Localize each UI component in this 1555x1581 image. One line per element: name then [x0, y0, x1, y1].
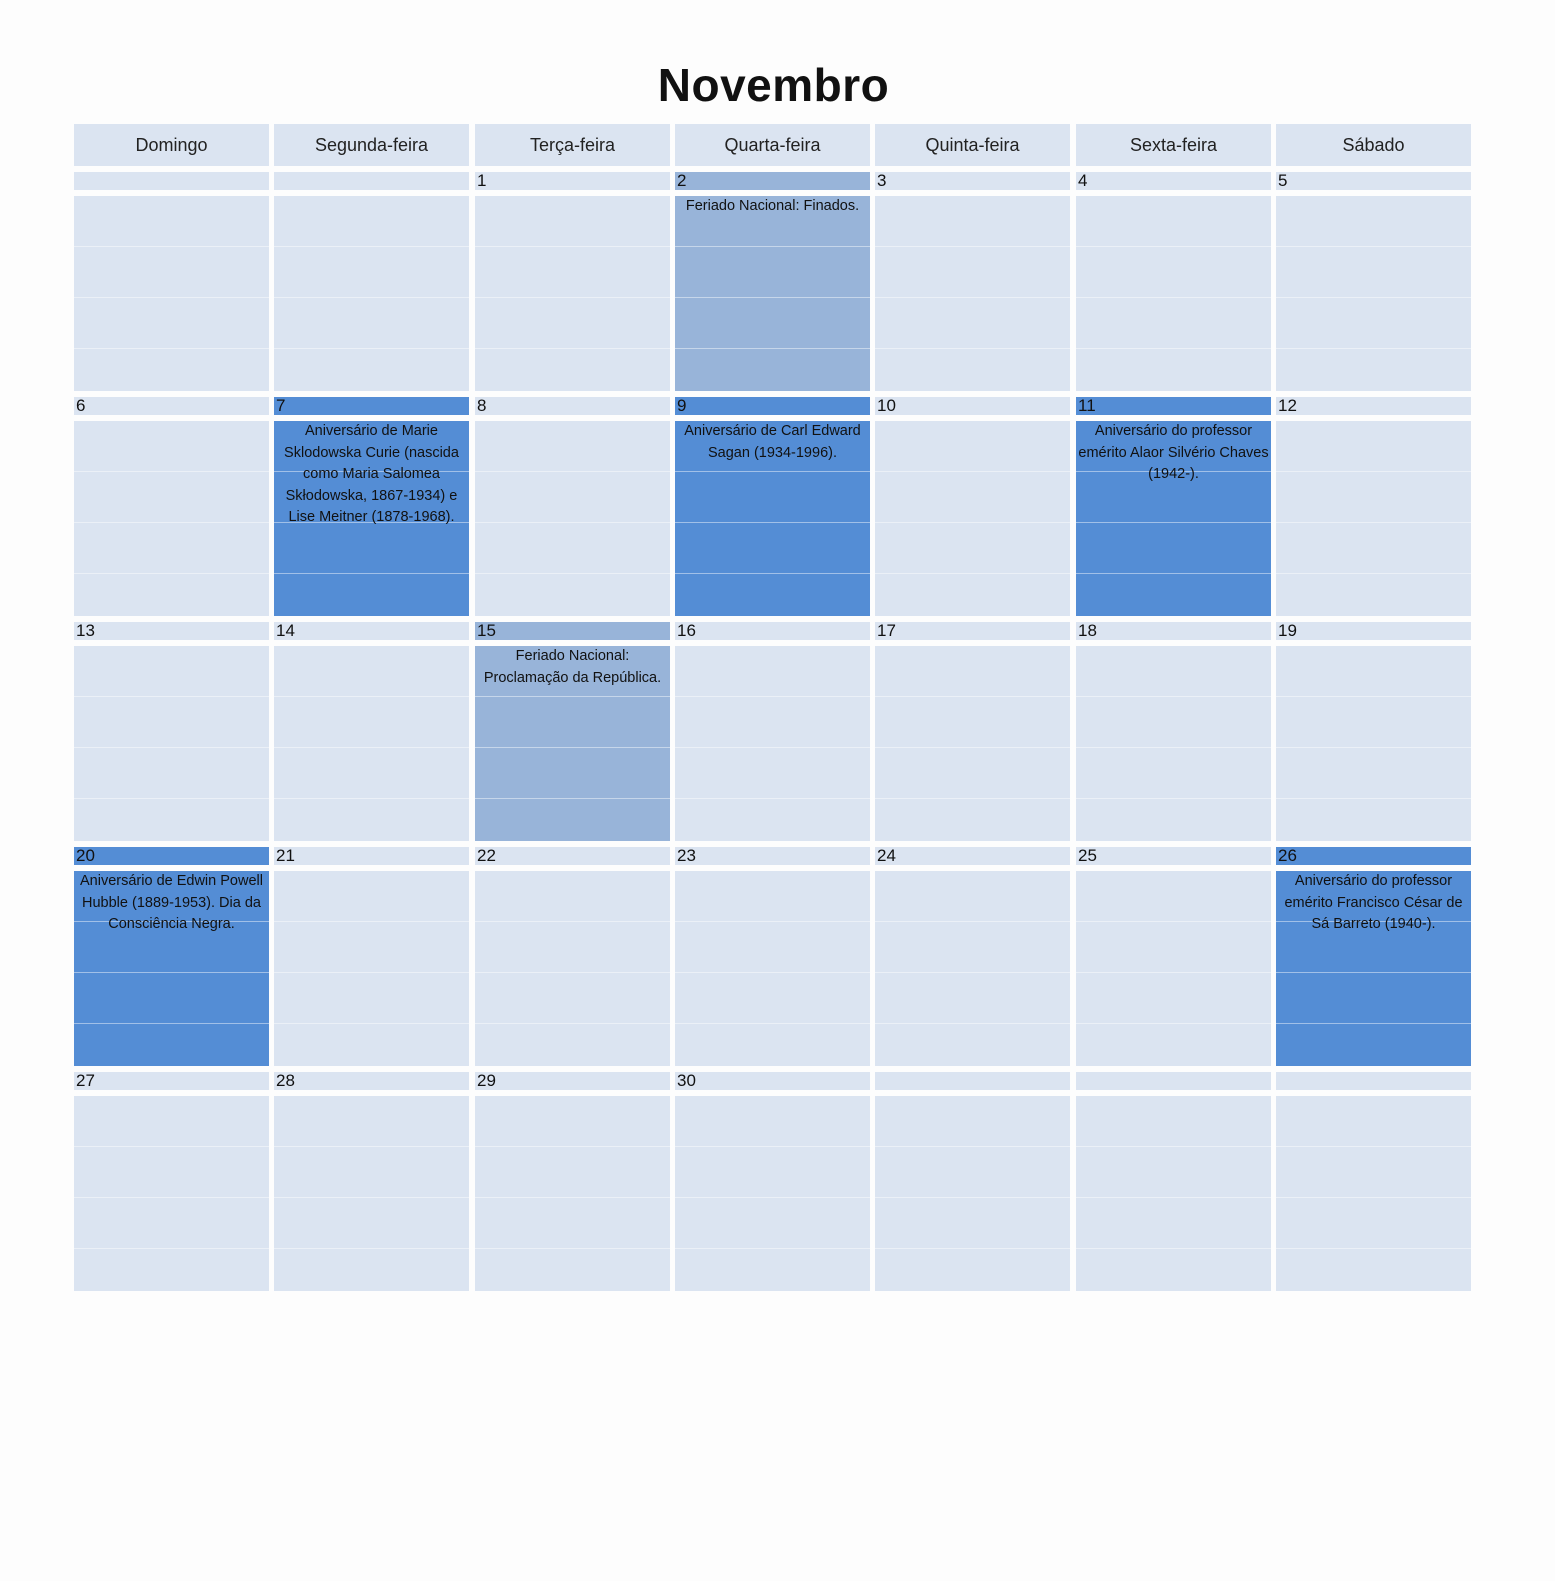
day-cell[interactable]	[675, 1096, 870, 1291]
day-number[interactable]: 13	[74, 622, 269, 640]
day-cell-event[interactable]	[274, 421, 469, 616]
day-number[interactable]	[875, 1072, 1070, 1090]
event-text: Feriado Nacional: Proclamação da República.	[483, 648, 662, 686]
weekday-header: Terça-feira	[475, 124, 670, 166]
day-number[interactable]: 28	[274, 1072, 469, 1090]
day-cell[interactable]	[875, 646, 1070, 841]
day-cell-holiday[interactable]	[675, 196, 870, 391]
event-text: Aniversário do professor emérito Alaor Silvério Chaves (1942-).	[1078, 423, 1269, 482]
day-number[interactable]: 27	[74, 1072, 269, 1090]
day-number[interactable]: 11	[1076, 397, 1271, 415]
day-cell[interactable]	[675, 871, 870, 1066]
day-number[interactable]: 26	[1276, 847, 1471, 865]
day-number[interactable]: 10	[875, 397, 1070, 415]
day-cell[interactable]	[875, 871, 1070, 1066]
event-text: Aniversário de Edwin Powell Hubble (1889-1953). Dia da Consciência Negra.	[80, 873, 263, 932]
day-number[interactable]: 12	[1276, 397, 1471, 415]
day-cell[interactable]	[1076, 646, 1271, 841]
day-cell[interactable]	[74, 421, 269, 616]
day-cell[interactable]	[875, 1096, 1070, 1291]
day-cell-event[interactable]	[1076, 421, 1271, 616]
weekday-header: Sexta-feira	[1076, 124, 1271, 166]
day-number[interactable]: 8	[475, 397, 670, 415]
day-number[interactable]: 5	[1276, 172, 1471, 190]
event-text: Feriado Nacional: Finados.	[685, 198, 860, 214]
day-cell[interactable]	[1276, 196, 1471, 391]
day-number[interactable]: 16	[675, 622, 870, 640]
day-cell[interactable]	[1276, 421, 1471, 616]
day-cell[interactable]	[74, 646, 269, 841]
day-number[interactable]: 20	[74, 847, 269, 865]
day-cell[interactable]	[475, 421, 670, 616]
day-number[interactable]: 30	[675, 1072, 870, 1090]
day-cell[interactable]	[475, 871, 670, 1066]
day-cell-holiday[interactable]	[475, 646, 670, 841]
day-cell[interactable]	[274, 871, 469, 1066]
month-title: Novembro	[657, 59, 890, 111]
day-number[interactable]	[74, 172, 269, 190]
day-cell[interactable]	[74, 196, 269, 391]
day-cell-event[interactable]	[1276, 871, 1471, 1066]
day-cell[interactable]	[1276, 1096, 1471, 1291]
day-number[interactable]: 22	[475, 847, 670, 865]
day-number[interactable]: 7	[274, 397, 469, 415]
day-number[interactable]: 17	[875, 622, 1070, 640]
day-cell[interactable]	[475, 1096, 670, 1291]
weekday-header: Quarta-feira	[675, 124, 870, 166]
event-text: Aniversário do professor emérito Francisco César de Sá Barreto (1940-).	[1284, 873, 1463, 932]
event-text: Aniversário de Marie Sklodowska Curie (nascida como Maria Salomea Skłodowska, 1867-1934) e Lise Meitner (1878-1968).	[284, 423, 459, 525]
day-number[interactable]	[274, 172, 469, 190]
day-number[interactable]: 29	[475, 1072, 670, 1090]
event-text: Aniversário de Carl Edward Sagan (1934-1996).	[684, 423, 861, 461]
day-cell[interactable]	[1276, 646, 1471, 841]
day-number[interactable]: 23	[675, 847, 870, 865]
day-number[interactable]: 21	[274, 847, 469, 865]
day-cell[interactable]	[875, 421, 1070, 616]
day-cell[interactable]	[1076, 196, 1271, 391]
day-number[interactable]: 25	[1076, 847, 1271, 865]
day-number[interactable]: 3	[875, 172, 1070, 190]
day-cell[interactable]	[274, 1096, 469, 1291]
day-cell-event[interactable]	[74, 871, 269, 1066]
day-number[interactable]: 24	[875, 847, 1070, 865]
day-cell[interactable]	[74, 1096, 269, 1291]
day-number[interactable]	[1276, 1072, 1471, 1090]
day-number[interactable]: 6	[74, 397, 269, 415]
weekday-header: Domingo	[74, 124, 269, 166]
day-number[interactable]: 14	[274, 622, 469, 640]
day-cell[interactable]	[274, 646, 469, 841]
day-number[interactable]: 18	[1076, 622, 1271, 640]
day-cell[interactable]	[1076, 1096, 1271, 1291]
day-number[interactable]: 9	[675, 397, 870, 415]
weekday-header: Sábado	[1276, 124, 1471, 166]
day-number[interactable]: 2	[675, 172, 870, 190]
day-number[interactable]: 19	[1276, 622, 1471, 640]
day-cell[interactable]	[1076, 871, 1271, 1066]
weekday-header: Segunda-feira	[274, 124, 469, 166]
day-number[interactable]	[1076, 1072, 1271, 1090]
day-number[interactable]: 1	[475, 172, 670, 190]
day-cell-event[interactable]	[675, 421, 870, 616]
weekday-header: Quinta-feira	[875, 124, 1070, 166]
day-number[interactable]: 4	[1076, 172, 1271, 190]
day-cell[interactable]	[274, 196, 469, 391]
day-cell[interactable]	[675, 646, 870, 841]
day-cell[interactable]	[875, 196, 1070, 391]
day-cell[interactable]	[475, 196, 670, 391]
day-number[interactable]: 15	[475, 622, 670, 640]
